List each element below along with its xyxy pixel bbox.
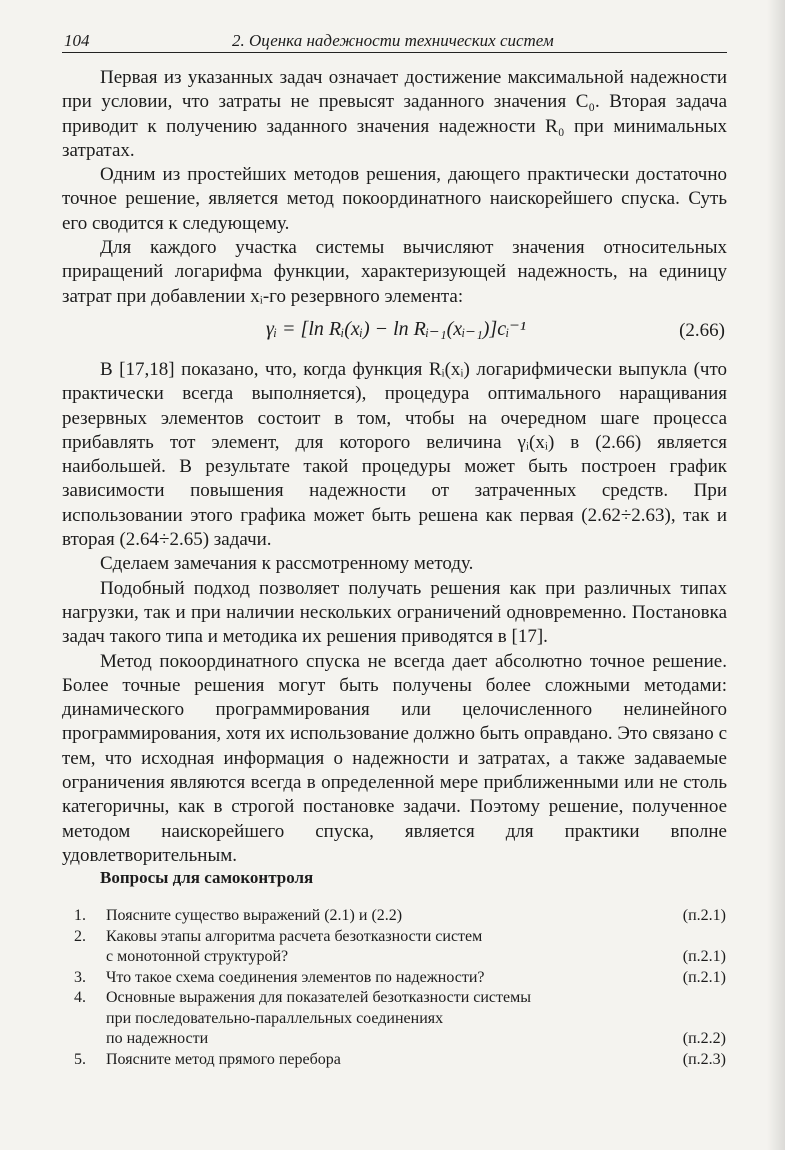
question-reference: (п.2.1) — [682, 968, 726, 986]
page-number: 104 — [64, 31, 90, 50]
paragraph-4: В [17,18] показано, что, когда функция Rᵢ(xᵢ) логарифмически выпукла (что практически всегда выполняется), процедура оптимального наращивания резервных элементов состоит в том, чтобы на очередном шаге процесса прибавлять тот элемент, для которого величина γᵢ(xᵢ) в (2.66) является наибольшей. В результате такой процедуры может быть построен график зависимости повышения надежности от затраченных средств. При использовании этого графика может быть решена как первая (2.62÷2.63), так и вторая (2.64÷2.65) задачи. — [62, 358, 727, 551]
question-item — [64, 927, 726, 968]
question-item — [64, 988, 726, 1050]
formula-2-66 — [62, 311, 727, 355]
paragraph-6: Подобный подход позволяет получать решения как при различных типах нагрузки, так и при наличии нескольких ограничений одновременно. Постановка задач такого типа и методика их решения приводятся в [17]. — [62, 577, 727, 648]
question-item — [64, 1050, 726, 1071]
question-text: Поясните существо выражений (2.1) и (2.2) — [106, 907, 403, 924]
paragraph-3: Для каждого участка системы вычисляют значения относительных приращений логарифма функции, характеризующей надежность, на единицу затрат при добавлении xᵢ-го резервного элемента: — [62, 237, 727, 307]
paragraph-1: Первая из указанных задач означает достижение максимальной надежности при условии, что затраты не превысят заданного значения C₀. Вторая задача приводит к получению заданного значения надежности R₀ при минимальных затратах. — [62, 67, 727, 161]
question-number: 2. — [74, 927, 86, 945]
question-text: Основные выражения для показателей безотказности системы — [106, 989, 531, 1006]
page-edge-shadow — [767, 0, 785, 1150]
question-item — [64, 906, 726, 927]
running-header — [62, 30, 727, 53]
questions-list — [64, 906, 726, 1070]
question-reference: (п.2.1) — [682, 907, 726, 924]
question-number: 1. — [74, 907, 86, 924]
question-text: с монотонной структурой? — [106, 948, 289, 965]
formula-expression: γᵢ = [ln Rᵢ(xᵢ) − ln Rᵢ₋₁(xᵢ₋₁)]cᵢ⁻¹ — [266, 317, 526, 340]
paragraph-5: Сделаем замечания к рассмотренному методу. — [100, 553, 474, 575]
questions-title: Вопросы для самоконтроля — [100, 868, 314, 887]
paragraph-2: Одним из простейших методов решения, дающего практически достаточно точное решение, является метод покоординатного наискорейшего спуска. Суть его сводится к следующему. — [62, 164, 727, 234]
question-number: 5. — [74, 1050, 86, 1068]
question-reference: (п.2.2) — [682, 1030, 726, 1047]
question-number: 3. — [74, 968, 86, 986]
question-text: Поясните метод прямого перебора — [106, 1050, 341, 1068]
question-text: Что такое схема соединения элементов по надежности? — [106, 968, 485, 986]
question-number: 4. — [74, 989, 86, 1006]
formula-number: (2.66) — [679, 319, 725, 341]
question-text: по надежности — [106, 1030, 209, 1047]
main-text — [62, 66, 727, 868]
question-item — [64, 968, 726, 989]
question-reference: (п.2.1) — [682, 948, 726, 965]
question-reference: (п.2.3) — [682, 1050, 726, 1068]
question-text: Каковы этапы алгоритма расчета безотказности систем — [106, 927, 483, 945]
question-text: при последовательно-параллельных соединениях — [106, 1009, 444, 1027]
paragraph-7: Метод покоординатного спуска не всегда дает абсолютно точное решение. Более точные решения могут быть получены более сложными методами: динамического программирования или целочисленного нелинейного программирования, хотя их использование должно быть оправдано. Это связано с тем, что исходная информация о надежности и затратах, а также задаваемые ограничения являются всегда в определенной мере приближенными или не столь категоричны, как в строгой постановке задачи. Поэтому решение, полученное методом наискорейшего спуска, является для практики вполне удовлетворительным. — [62, 650, 727, 866]
running-title: 2. Оценка надежности технических систем — [232, 31, 554, 50]
